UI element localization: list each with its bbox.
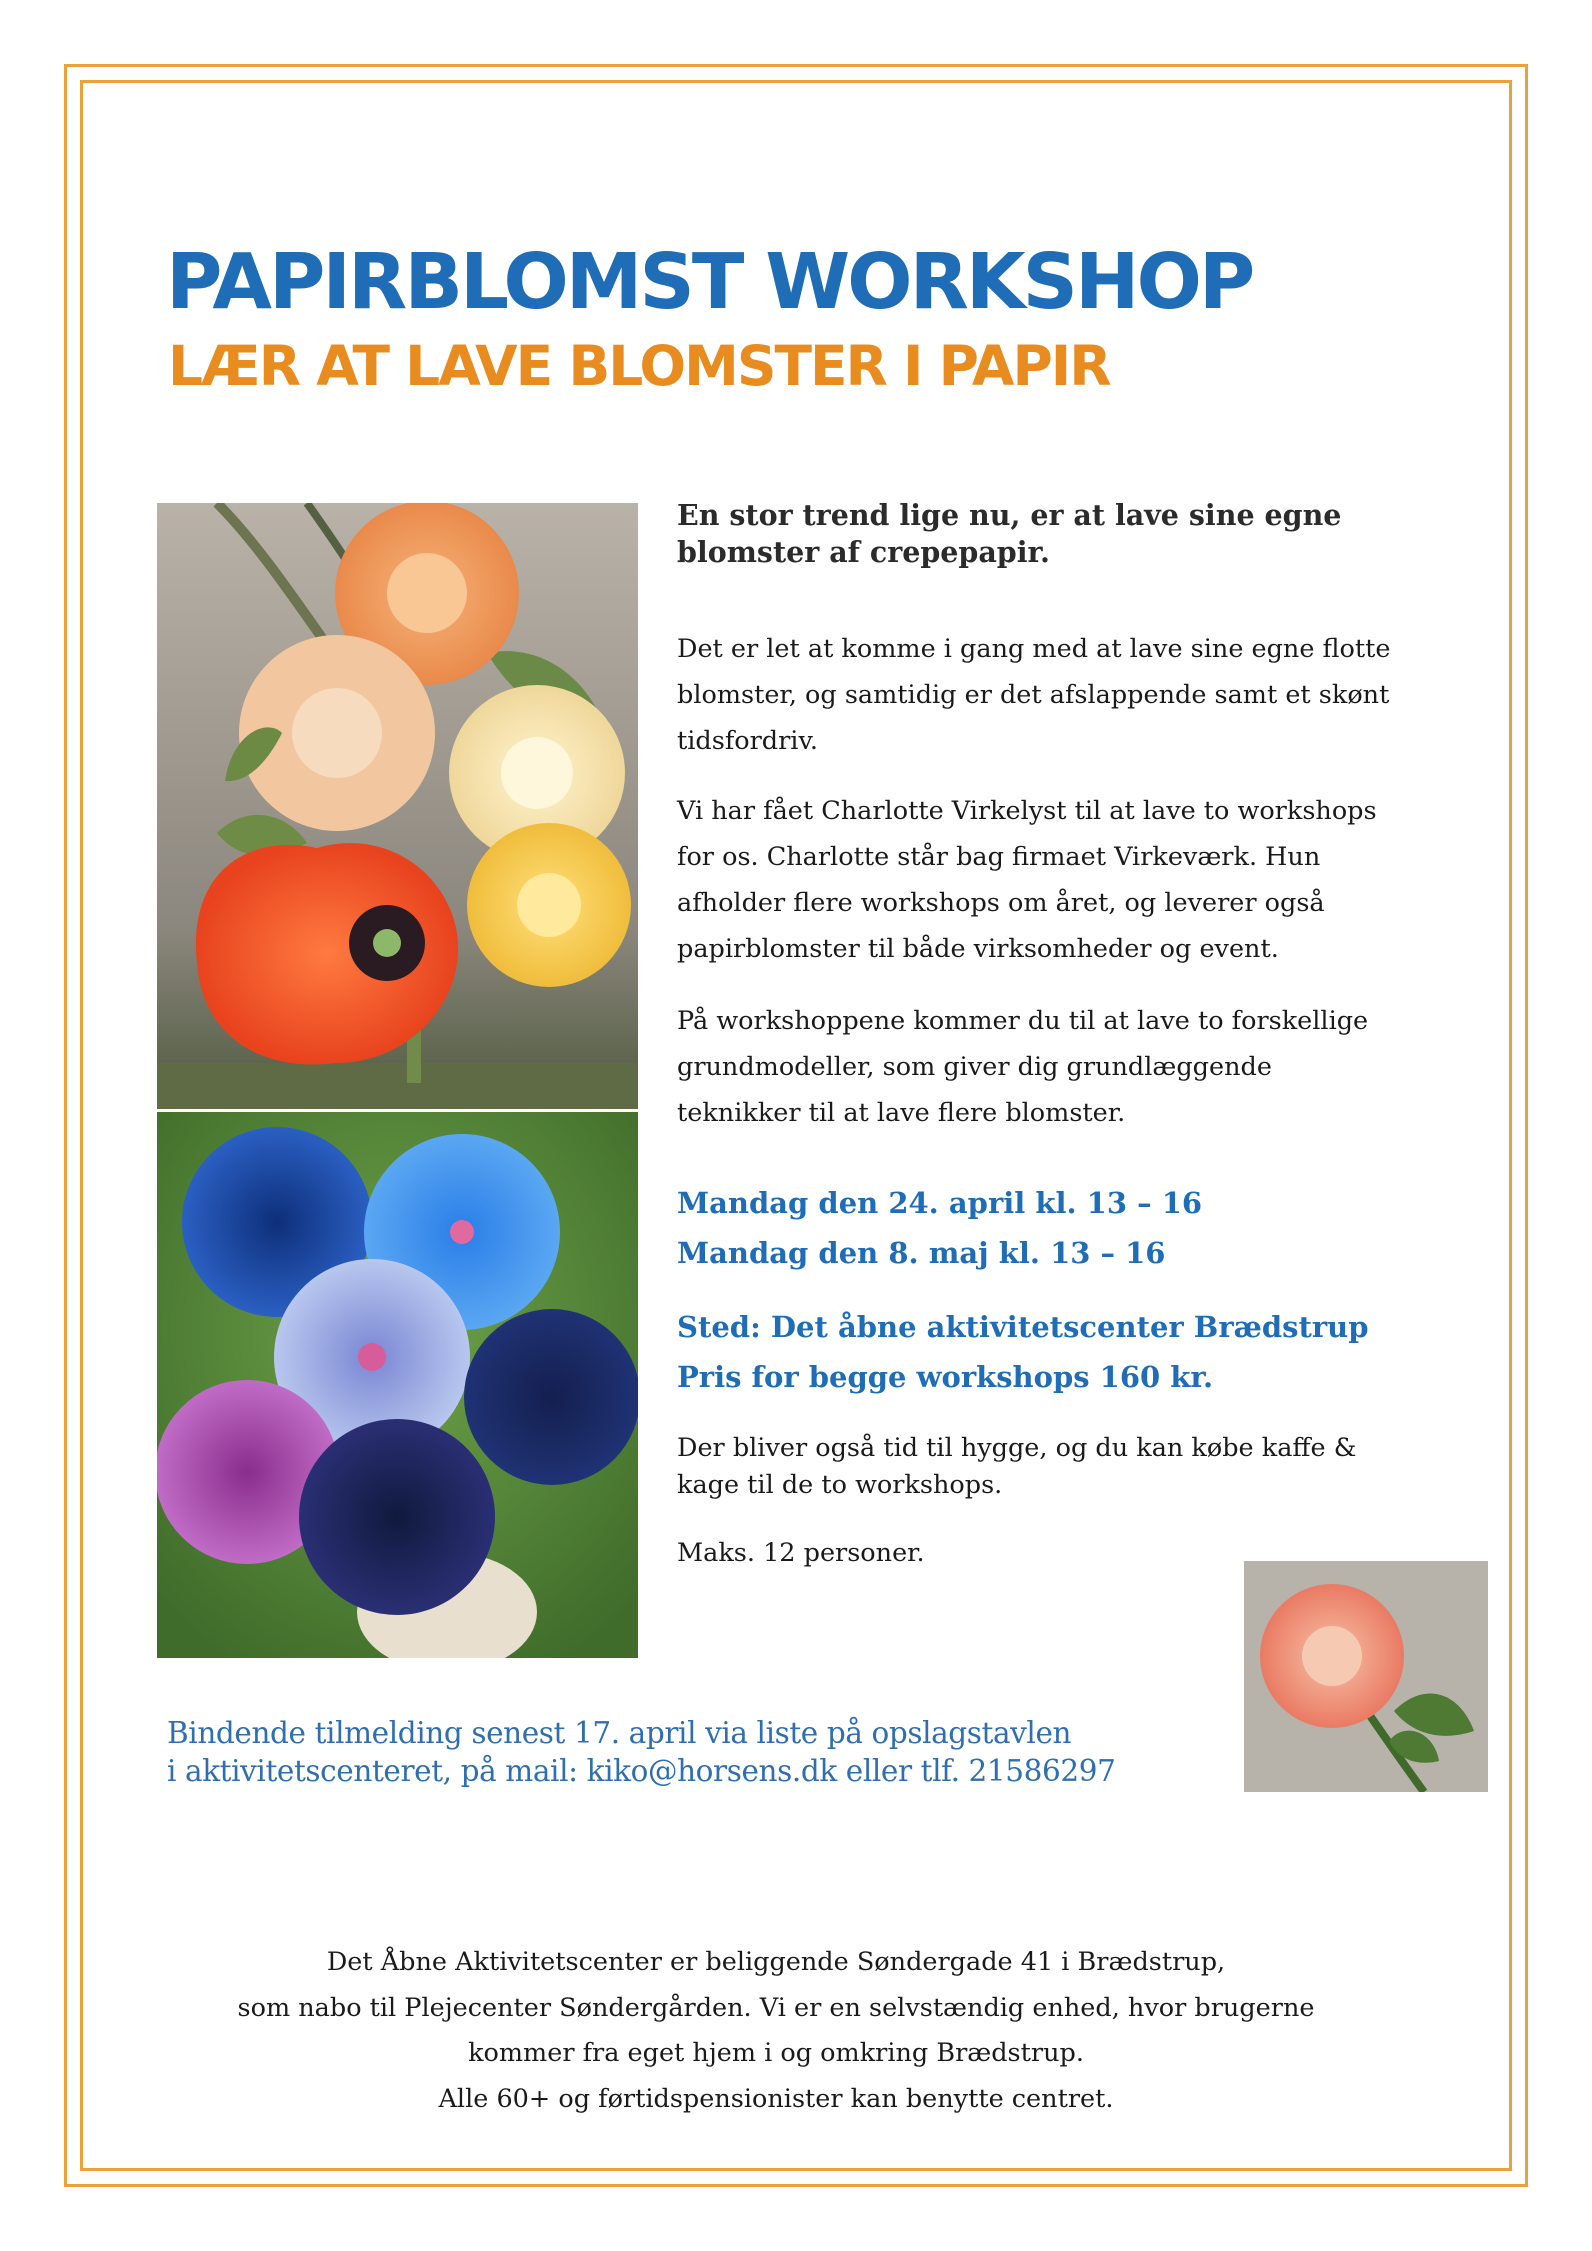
text-line: papirblomster til både virksomheder og event. [677,934,1279,964]
lead-line: blomster af crepepapir. [677,535,1050,569]
footer-line: som nabo til Plejecenter Søndergården. Vi er en selvstændig enhed, hvor brugerne [237,1992,1315,2023]
paper-flowers-photo [157,503,638,1109]
date-line: Mandag den 8. maj kl. 13 – 16 [677,1236,1166,1270]
signup-line: Bindende tilmelding senest 17. april via liste på opslagstavlen [167,1716,1072,1750]
lead-line: En stor trend lige nu, er at lave sine egne [677,498,1342,532]
text-line: teknikker til at lave flere blomster. [677,1098,1126,1128]
text-line: Der bliver også tid til hygge, og du kan købe kaffe & [677,1433,1357,1463]
footer-line: kommer fra eget hjem i og omkring Brædstrup. [468,2038,1084,2068]
text-line: På workshoppene kommer du til at lave to forskellige [677,1006,1369,1036]
text-line: tidsfordriv. [677,726,818,756]
workshop-dates [677,1178,1457,1278]
footer-line: Alle 60+ og førtidspensionister kan benytte centret. [438,2083,1114,2114]
text-line: grundmodeller, som giver dig grundlæggende [677,1052,1272,1082]
footer-line: Det Åbne Aktivitetscenter er beliggende Søndergade 41 i Brædstrup, [326,1947,1226,1977]
footer-text [100,1940,1452,2122]
content-paragraph [677,998,1457,1136]
lead-text [677,497,1457,571]
signup-line: i aktivitetscenteret, på mail: kiko@horsens.dk eller tlf. 21586297 [167,1754,1116,1788]
text-line: Det er let at komme i gang med at lave sine egne flotte [677,634,1391,664]
paper-cornflowers-photo [157,1112,638,1658]
text-line: blomster, og samtidig er det afslappende samt et skønt [677,680,1390,710]
signup-info [167,1714,1116,1790]
page-subtitle: LÆR AT LAVE BLOMSTER I PAPIR [168,334,1110,398]
text-line: Maks. 12 personer. [677,1538,925,1568]
coffee-paragraph [677,1430,1457,1504]
intro-paragraph [677,626,1457,764]
page-title: PAPIRBLOMST WORKSHOP [166,238,1253,327]
date-line: Mandag den 24. april kl. 13 – 16 [677,1186,1203,1220]
text-line: afholder flere workshops om året, og leverer også [677,888,1325,918]
text-line: Vi har fået Charlotte Virkelyst til at lave to workshops [677,796,1377,826]
max-persons [677,1530,1457,1576]
place-and-price [677,1302,1457,1402]
price-line: Pris for begge workshops 160 kr. [677,1360,1214,1394]
text-line: kage til de to workshops. [677,1470,1003,1500]
text-line: for os. Charlotte står bag firmaet Virkeværk. Hun [677,842,1321,872]
paper-dahlia-photo [1244,1561,1488,1792]
place-line: Sted: Det åbne aktivitetscenter Brædstrup [677,1310,1369,1344]
workshops-paragraph [677,788,1457,972]
